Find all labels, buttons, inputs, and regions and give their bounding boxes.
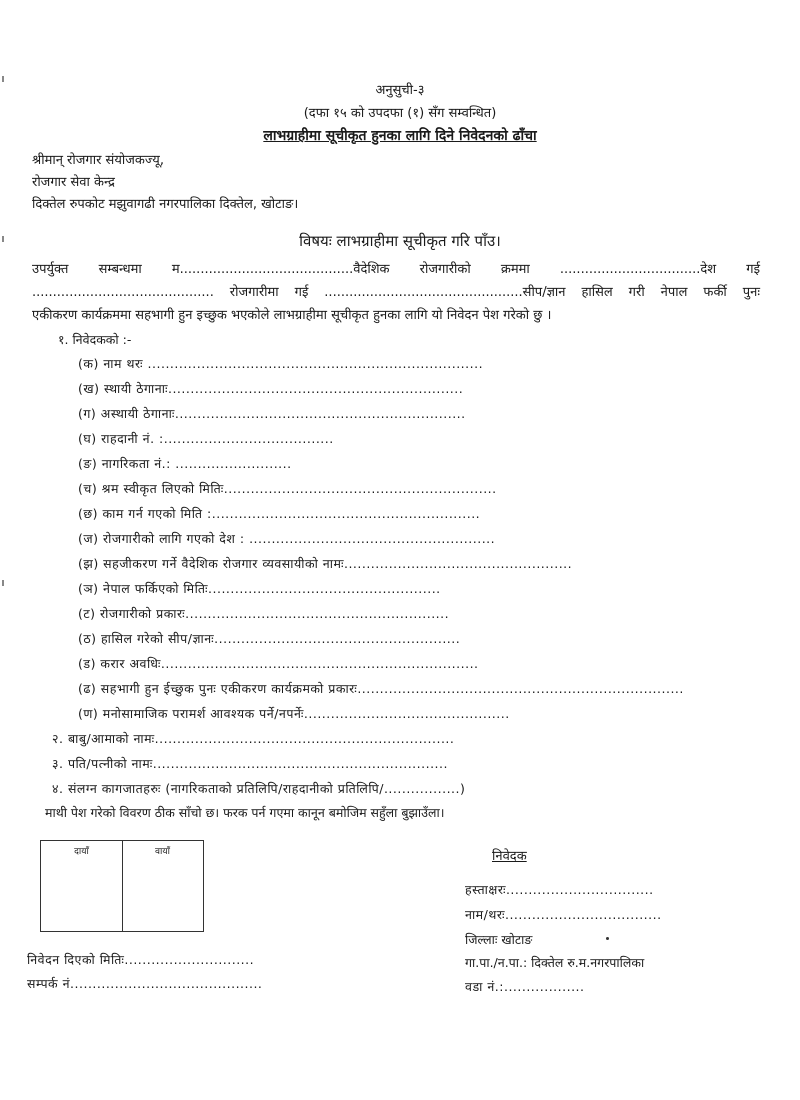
field-spouse-name: ३. पति/पत्नीको नामः.................................................................. <box>52 756 448 771</box>
field-contract-period: (ड) करार अवधिः....................................................................... <box>78 656 479 671</box>
thumbprint-box <box>40 840 204 932</box>
field-temporary-address: (ग) अस्थायी ठेगानाः................................................................. <box>78 406 466 421</box>
district-field: जिल्लाः खोटाङ <box>465 932 533 947</box>
applicant-heading: १. निवेदकको :- <box>58 332 132 347</box>
addressee-line-1: श्रीमान् रोजगार संयोजकज्यू, <box>32 153 164 168</box>
field-departure-date: (छ) काम गर्न गएको मिति :............................................................ <box>78 506 481 521</box>
municipality-field: गा.पा./न.पा.: दिक्तेल रु.म.नगरपालिका <box>465 955 645 970</box>
field-parent-name: २. बाबु/आमाको नामः................................................................... <box>52 731 455 746</box>
signature-field: हस्ताक्षरः................................. <box>465 882 654 897</box>
body-line-2: ............................................ रोजगारीमा गई ................................................सीप/ज्ञान हासिल गरी नेपाल फर्की पुनः <box>32 285 760 300</box>
body-line-1: उपर्युक्त सम्बन्धमा म..........................................वैदेशिक रोजगारीको क्रममा ..................................देश गई <box>32 262 760 277</box>
applicant-block-heading: निवेदक <box>492 849 527 864</box>
field-name: (क) नाम थरः ........................................................................... <box>78 356 484 371</box>
field-citizenship-number: (ङ) नागरिकता नं.: .......................... <box>78 456 292 471</box>
field-passport-number: (घ) राहदानी नं. :...................................... <box>78 431 334 446</box>
scan-edge-mark <box>2 580 4 586</box>
field-acquired-skill: (ठ) हासिल गरेको सीप/ज्ञानः....................................................... <box>78 631 461 646</box>
field-labour-approval-date: (च) श्रम स्वीकृत लिएको मितिः............................................................. <box>78 481 497 496</box>
schedule-number: अनुसुची-३ <box>375 83 425 98</box>
body-line-3: एकीकरण कार्यक्रममा सहभागी हुन इच्छुक भएकोले लाभग्राहीमा सूचीकृत हुनका लागि यो निवेदन पेश गरेको छु । <box>32 308 552 323</box>
addressee-line-3: दिक्तेल रुपकोट मझुवागढी नगरपालिका दिक्तेल, खोटाङ। <box>32 197 299 212</box>
section-reference: (दफा १५ को उपदफा (१) सँग सम्वन्धित) <box>303 106 497 121</box>
stray-dot <box>606 937 609 940</box>
declaration: माथी पेश गरेको विवरण ठीक साँचो छ। फरक पर्न गएमा कानून बमोजिम सहुँला बुझाउँला। <box>45 805 445 820</box>
field-destination-country: (ज) रोजगारीको लागि गएको देश : ....................................................... <box>78 531 496 546</box>
field-employment-type: (ट) रोजगारीको प्रकारः........................................................... <box>78 606 450 621</box>
contact-number-field: सम्पर्क नं........................................... <box>27 976 263 991</box>
form-title: लाभग्राहीमा सूचीकृत हुनका लागि दिने निवेदनको ढाँचा <box>263 128 537 144</box>
field-psychosocial-counseling: (ण) मनोसामाजिक परामर्श आवश्यक पर्ने/नपर्नेः.............................................. <box>78 706 510 721</box>
addressee-line-2: रोजगार सेवा केन्द्र <box>32 175 115 190</box>
field-reintegration-program: (ढ) सहभागी हुन ईच्छुक पुनः एकीकरण कार्यक्रमको प्रकारः......................................................................... <box>78 681 684 696</box>
field-attachments: ४. संलग्न कागजातहरुः (नागरिकताको प्रतिलिपि/राहदानीको प्रतिलिपि/.................) <box>52 781 466 796</box>
name-field: नाम/थरः................................... <box>465 907 662 922</box>
thumbprint-left-label: वायाँ <box>155 847 170 857</box>
application-date-field: निवेदन दिएको मितिः............................. <box>27 952 255 967</box>
thumbprint-right-label: दायाँ <box>74 847 89 857</box>
field-permanent-address: (ख) स्थायी ठेगानाः.................................................................. <box>78 381 464 396</box>
ward-field: वडा नं.:.................. <box>465 979 585 994</box>
field-recruitment-agency: (झ) सहजीकरण गर्ने वैदेशिक रोजगार व्यवसायीको नामः................................................... <box>78 556 573 571</box>
subject-line: विषयः लाभग्राहीमा सूचीकृत गरि पाँउ। <box>299 232 501 250</box>
field-return-date: (ञ) नेपाल फर्किएको मितिः.................................................... <box>78 581 441 596</box>
